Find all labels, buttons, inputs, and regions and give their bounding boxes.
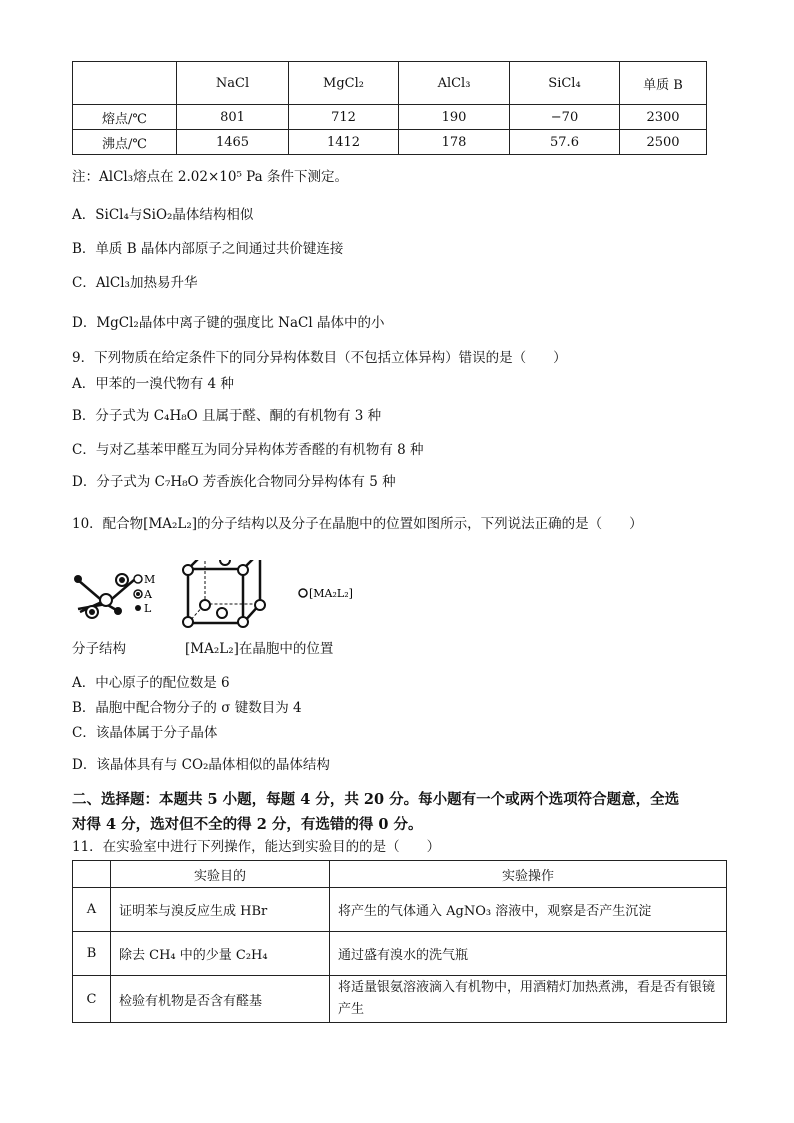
table-cell: 1465 — [177, 130, 289, 155]
table-cell: MgCl₂ — [289, 62, 399, 105]
table-cell: NaCl — [177, 62, 289, 105]
legend-m: M — [144, 573, 156, 586]
table-cell: 熔点/℃ — [73, 105, 177, 130]
q9-option-b: B．分子式为 C₄H₈O 且属于醛、酮的有机物有 3 种 — [72, 408, 382, 424]
q9-option-a: A．甲苯的一溴代物有 4 种 — [72, 376, 234, 392]
q10-option-b: B．晶胞中配合物分子的 σ 键数目为 4 — [72, 700, 302, 716]
table-cell: 1412 — [289, 130, 399, 155]
q8-option-a: A．SiCl₄与SiO₂晶体结构相似 — [72, 207, 254, 223]
table-cell: 190 — [399, 105, 510, 130]
table-row — [73, 105, 707, 130]
table-cell: 178 — [399, 130, 510, 155]
table-cell: B — [73, 932, 111, 976]
table-cell: 712 — [289, 105, 399, 130]
q10-option-d: D．该晶体具有与 CO₂晶体相似的晶体结构 — [72, 757, 330, 773]
melting-boiling-table — [72, 61, 707, 155]
table-row — [73, 130, 707, 155]
table-cell: 证明苯与溴反应生成 HBr — [111, 888, 330, 932]
table-cell: −70 — [510, 105, 620, 130]
crystal-figure — [70, 560, 370, 630]
table-cell: 将产生的气体通入 AgNO₃ 溶液中，观察是否产生沉淀 — [330, 888, 727, 932]
legend-l: L — [144, 602, 152, 615]
table-cell: SiCl₄ — [510, 62, 620, 105]
q10-option-c: C．该晶体属于分子晶体 — [72, 725, 218, 741]
q11-stem: 11．在实验室中进行下列操作，能达到实验目的的是（ ） — [72, 839, 441, 855]
table-cell: 除去 CH₄ 中的少量 C₂H₄ — [111, 932, 330, 976]
q8-option-d: D．MgCl₂晶体中离子键的强度比 NaCl 晶体中的小 — [72, 315, 385, 331]
q8-option-c: C．AlCl₃加热易升华 — [72, 275, 198, 291]
table-note: 注：AlCl₃熔点在 2.02×10⁵ Pa 条件下测定。 — [72, 169, 348, 185]
experiment-table — [72, 860, 727, 1023]
q9-stem: 9．下列物质在给定条件下的同分异构体数目（不包括立体异构）错误的是（ ） — [72, 350, 567, 366]
q10-stem: 10．配合物[MA₂L₂]的分子结构以及分子在晶胞中的位置如图所示，下列说法正确的是（ ） — [72, 516, 643, 532]
table-cell: 实验操作 — [330, 861, 727, 888]
q9-option-c: C．与对乙基苯甲醛互为同分异构体芳香醛的有机物有 8 种 — [72, 442, 424, 458]
q10-option-a: A．中心原子的配位数是 6 — [72, 675, 230, 691]
section-2-heading-cont: 对得 4 分，选对但不全的得 2 分，有选错的得 0 分。 — [72, 816, 423, 833]
table-header-row — [73, 62, 707, 105]
q9-option-d: D．分子式为 C₇H₈O 芳香族化合物同分异构体有 5 种 — [72, 474, 396, 490]
table-cell: 2300 — [620, 105, 707, 130]
table-cell: 沸点/℃ — [73, 130, 177, 155]
table-cell: C — [73, 976, 111, 1023]
table-cell: 单质 B — [620, 62, 707, 105]
table-cell: 通过盛有溴水的洗气瓶 — [330, 932, 727, 976]
table-row — [73, 932, 727, 976]
table-cell: A — [73, 888, 111, 932]
table-cell: AlCl₃ — [399, 62, 510, 105]
table-row — [73, 976, 727, 1023]
table-cell: 检验有机物是否含有醛基 — [111, 976, 330, 1023]
table-cell: 801 — [177, 105, 289, 130]
table-header-row — [73, 861, 727, 888]
legend-cell: [MA₂L₂] — [309, 587, 353, 600]
table-cell: 实验目的 — [111, 861, 330, 888]
q8-option-b: B．单质 B 晶体内部原子之间通过共价键连接 — [72, 241, 344, 257]
table-cell — [73, 861, 111, 888]
section-2-heading: 二、选择题：本题共 5 小题，每题 4 分，共 20 分。每小题有一个或两个选项符合题意，全选 — [72, 791, 680, 808]
table-cell: 2500 — [620, 130, 707, 155]
caption-molecule: 分子结构 — [72, 641, 126, 657]
table-row — [73, 888, 727, 932]
table-cell: 57.6 — [510, 130, 620, 155]
table-cell — [73, 62, 177, 105]
caption-cell: [MA₂L₂]在晶胞中的位置 — [185, 641, 334, 657]
table-cell: 将适量银氨溶液滴入有机物中，用酒精灯加热煮沸，看是否有银镜产生 — [330, 976, 727, 1023]
legend-a: A — [144, 588, 152, 601]
